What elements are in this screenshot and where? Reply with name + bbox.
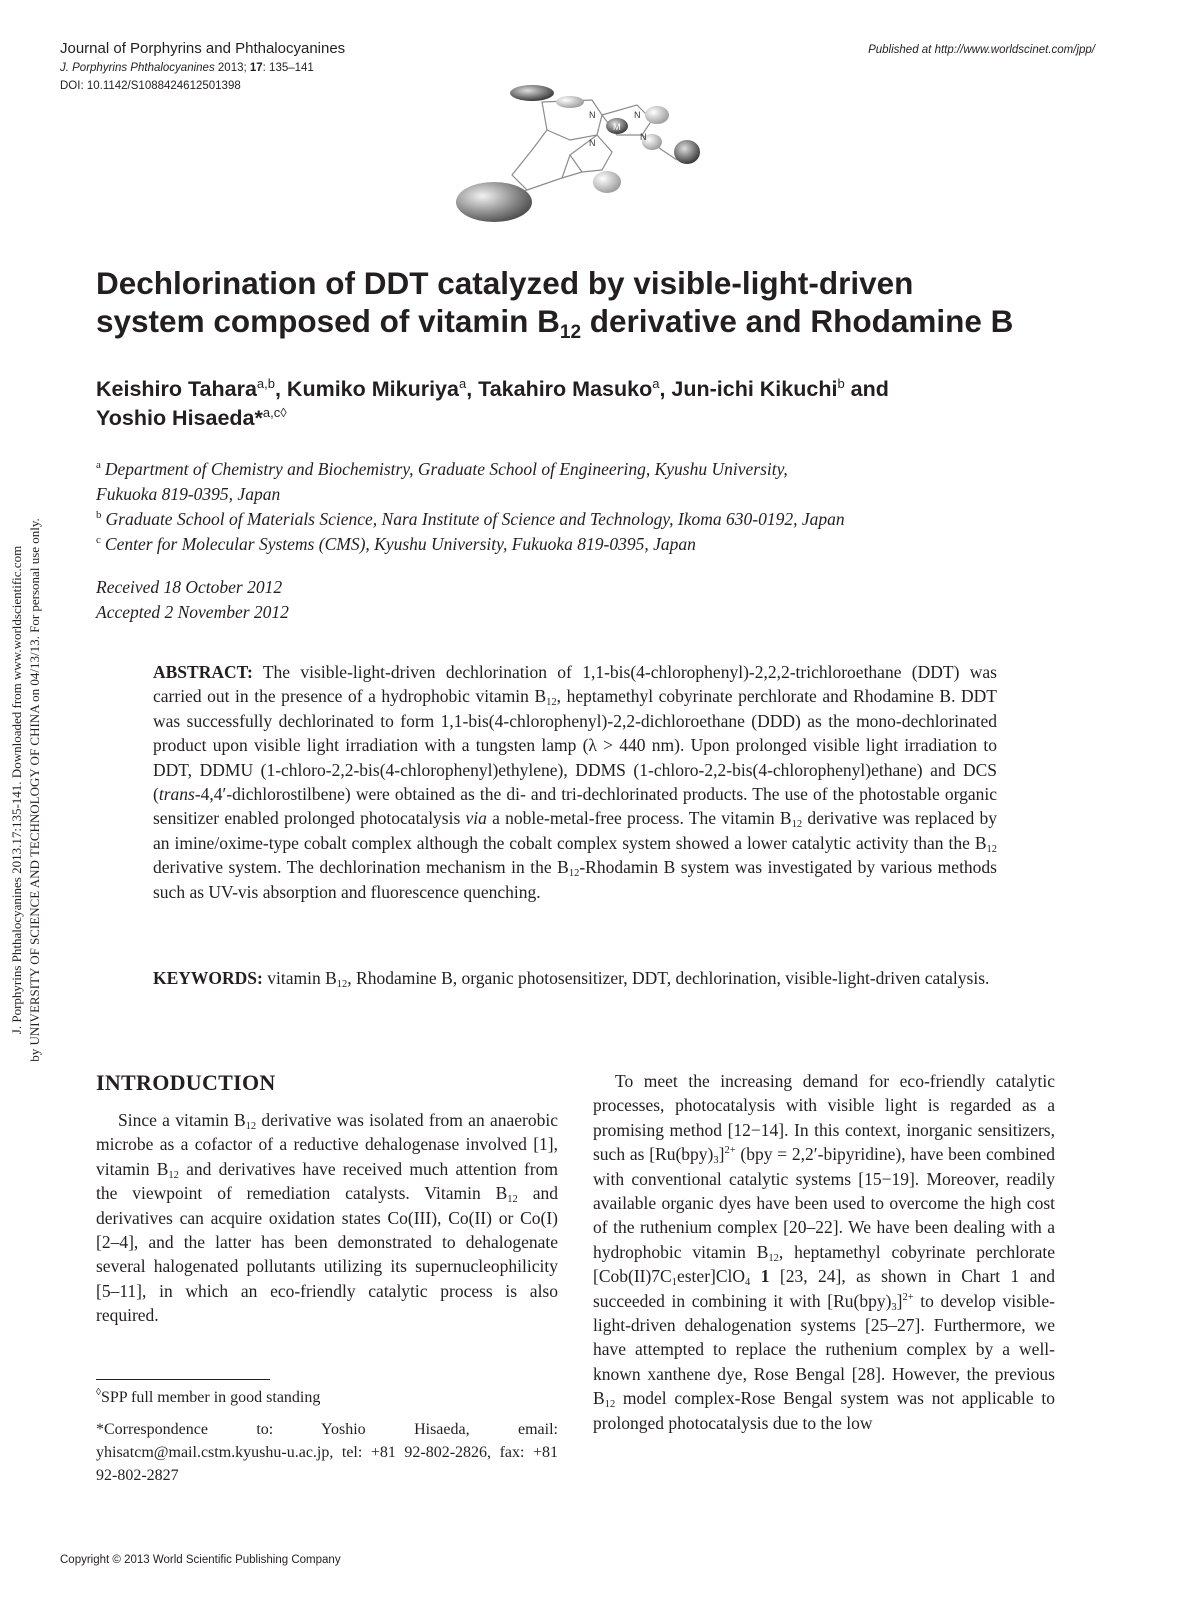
intro-paragraph-right xyxy=(593,1069,1055,1435)
abstract-text: , heptamethyl cobyrinate perchlorate and Rhodamine B. DDT was successfully dechlorinated to form 1,1-bis(4-chlorophenyl)-2,2-dichloroethane (DDD) as the mono-dechlorinated product upon visible light irradiation with a tungsten lamp (λ > 440 nm). Upon prolonged visible light irradiation to DDT, DDMU (1-chloro-2,2-bis(4-chlorophenyl)ethylene), DDMS (1-chloro-2,2-bis(4-chlorophenyl)ethane) and DCS ( xyxy=(153,686,997,805)
affil-marker: c xyxy=(96,534,101,546)
superscript: 2+ xyxy=(724,1145,736,1157)
copyright: Copyright © 2013 World Scientific Publishing Company xyxy=(60,1554,341,1566)
body-text: To meet the increasing demand for eco-friendly catalytic processes, photocatalysis with visible light is regarded as a promising method [12−14]. In this context, inorganic sensitizers, such as [Ru(bpy) xyxy=(593,1071,1055,1165)
body-text: , heptamethyl cobyrinate perchlorate [Cob(II)7C xyxy=(593,1241,1055,1287)
keywords xyxy=(153,966,997,990)
body-text: and derivatives can acquire oxidation states Co(III), Co(II) or Co(I) [2–4], and the latter has been demonstrated to dehalogenate several halogenated pollutants utilizing its supernucleophilicity [5–11], in which an eco-friendly catalytic process is also required. xyxy=(96,1183,558,1326)
subscript: 12 xyxy=(507,1194,518,1206)
subscript: 12 xyxy=(986,843,997,855)
affiliation-a xyxy=(96,457,1096,507)
author-affil: a,b xyxy=(256,376,275,391)
author-name: Keishiro Tahara xyxy=(96,377,257,401)
keywords-text: , Rhodamine B, organic photosensitizer, DDT, dechlorination, visible-light-driven catalysis. xyxy=(347,968,990,988)
author-name: , Jun-ichi Kikuchi xyxy=(659,377,838,401)
body-text: ] xyxy=(896,1290,903,1311)
keywords-label: KEYWORDS: xyxy=(153,968,263,988)
abstract-text: derivative system. The dechlorination mechanism in the B xyxy=(153,857,569,878)
affil-text: Center for Molecular Systems (CMS), Kyushu University, Fukuoka 819-0395, Japan xyxy=(104,534,696,554)
abstract-text: The visible-light-driven dechlorination of 1,1-bis(4-chlorophenyl)-2,2,2-trichloroethane (DDT) was carried out in the presence of a hydrophobic vitamin B xyxy=(153,662,997,707)
author-name: , Takahiro Masuko xyxy=(466,377,653,401)
superscript: 2+ xyxy=(902,1291,914,1303)
abstract-text: -Rhodamin B system was investigated by various methods such as UV-vis absorption and fluorescence quenching. xyxy=(153,857,997,902)
subscript: 12 xyxy=(168,1169,179,1181)
abstract-label: ABSTRACT: xyxy=(153,662,253,682)
abstract-text: a noble-metal-free process. The vitamin B xyxy=(486,808,792,829)
citation-volume: 17 xyxy=(249,62,263,74)
porphyrin-logo xyxy=(452,80,702,230)
journal-abbrev: J. Porphyrins Phthalocyanines xyxy=(60,62,215,74)
author-name: , Kumiko Mikuriya xyxy=(274,377,459,401)
journal-citation xyxy=(60,62,314,74)
title-subscript: 12 xyxy=(559,322,582,343)
author-affil: a xyxy=(458,376,467,391)
affil-text: Graduate School of Materials Science, Nara Institute of Science and Technology, Ikoma 630-0192, Japan xyxy=(105,509,845,529)
nitrogen-label-3: N xyxy=(640,132,647,142)
subscript: 12 xyxy=(568,868,580,880)
footnote-marker: ◊ xyxy=(96,1387,101,1398)
abstract-text: derivative was replaced by an imine/oxime-type cobalt complex although the cobalt complex system showed a lower catalytic activity than the B xyxy=(153,808,997,853)
citation-year: 2013; xyxy=(214,62,250,74)
subscript: 12 xyxy=(791,819,803,831)
doi: DOI: 10.1142/S1088424612501398 xyxy=(60,80,241,92)
body-text: and derivatives have received much attention from the viewpoint of remediation catalysts. Vitamin B xyxy=(96,1158,558,1204)
journal-name: Journal of Porphyrins and Phthalocyanines xyxy=(60,40,346,57)
footnote-divider xyxy=(96,1379,270,1380)
article-dates xyxy=(96,575,289,625)
affil-marker: b xyxy=(96,509,102,521)
title-line2: system composed of vitamin B xyxy=(96,303,560,339)
author-affil: a xyxy=(652,376,660,391)
abstract xyxy=(153,660,997,904)
title-line2-end: derivative and Rhodamine B xyxy=(581,303,1014,339)
subscript: 3 xyxy=(713,1155,719,1167)
metal-label: M xyxy=(613,122,621,132)
affil-text-cont: Fukuoka 819-0395, Japan xyxy=(96,484,281,504)
body-text: ] xyxy=(718,1144,725,1165)
affil-text: Department of Chemistry and Biochemistry, Graduate School of Engineering, Kyushu University, xyxy=(104,459,788,479)
side-download-note xyxy=(4,440,48,1140)
affil-marker: a xyxy=(96,459,101,471)
citation-pages: : 135–141 xyxy=(262,62,314,74)
subscript: 4 xyxy=(745,1277,751,1289)
subscript: 1 xyxy=(671,1277,677,1289)
subscript: 12 xyxy=(604,1399,616,1411)
subscript: 3 xyxy=(891,1301,897,1313)
author-affil: a,c◊ xyxy=(262,405,287,420)
side-note-line2: by UNIVERSITY OF SCIENCE AND TECHNOLOGY OF CHINA on 04/13/13. For personal use only. xyxy=(27,518,42,1062)
received-date: Received 18 October 2012 xyxy=(96,577,283,597)
affiliation-b xyxy=(96,507,1096,532)
compound-number: 1 xyxy=(750,1266,770,1287)
keywords-text: vitamin B xyxy=(262,968,337,988)
subscript: 12 xyxy=(245,1121,257,1132)
nitrogen-label-4: N xyxy=(589,138,596,148)
accepted-date: Accepted 2 November 2012 xyxy=(96,602,289,622)
footnote-spp xyxy=(96,1386,558,1409)
footnote-text: SPP full member in good standing xyxy=(100,1389,321,1406)
author-list xyxy=(96,375,1096,433)
body-text: derivative was isolated from an anaerobic microbe as a cofactor of a reductive dehalogenase involved [1], vitamin B xyxy=(96,1110,558,1179)
published-url[interactable]: Published at http://www.worldscinet.com/jpp/ xyxy=(868,44,1095,56)
abstract-italic: via xyxy=(465,808,487,829)
subscript: 12 xyxy=(336,979,348,990)
intro-paragraph-left xyxy=(96,1108,558,1328)
nitrogen-label-2: N xyxy=(634,110,641,120)
body-text: model complex-Rose Bengal system was not applicable to prolonged photocatalysis due to the low xyxy=(593,1388,1055,1433)
author-and: and xyxy=(844,377,889,401)
body-text: Since a vitamin B xyxy=(118,1110,246,1130)
affiliation-c xyxy=(96,532,1096,557)
title-line1: Dechlorination of DDT catalyzed by visible-light-driven xyxy=(96,265,914,301)
footnote-correspondence: *Correspondence to: Yoshio Hisaeda, email: yhisatcm@mail.cstm.kyushu-u.ac.jp, tel: +81 92-802-2826, fax: +81 92-802-2827 xyxy=(96,1421,558,1484)
section-heading-introduction: INTRODUCTION xyxy=(96,1070,276,1095)
body-text: to develop visible-light-driven dehalogenation systems [25–27]. Furthermore, we have attempted to replace the ruthenium complex by a well-known xanthene dye, Rose Bengal [28]. However, the previous B xyxy=(593,1290,1055,1409)
author-affil: b xyxy=(837,376,845,391)
body-text: ester]ClO xyxy=(676,1266,746,1287)
author-name: Yoshio Hisaeda* xyxy=(96,406,263,430)
body-text: (bpy = 2,2′-bipyridine), have been combined with conventional catalytic systems [15−19]. Moreover, readily available organic dyes have been used to overcome the high cost of the ruthenium complex [20–22]. We have been dealing with a hydrophobic vitamin B xyxy=(593,1144,1055,1262)
subscript: 12 xyxy=(546,697,557,709)
article-title xyxy=(96,264,1096,343)
affiliations xyxy=(96,457,1096,557)
abstract-italic: trans xyxy=(158,784,195,805)
nitrogen-label-1: N xyxy=(589,110,596,120)
body-text: [23, 24], as shown in Chart 1 and succeeded in combining it with [Ru(bpy) xyxy=(593,1266,1055,1311)
abstract-text: -4,4′-dichlorostilbene) were obtained as the di- and tri-dechlorinated products. The use of the photostable organic sensitizer enabled prolonged photocatalysis xyxy=(153,784,997,829)
subscript: 12 xyxy=(768,1252,779,1264)
side-note-line1: J. Porphyrins Phthalocyanines 2013.17:135-141. Downloaded from www.worldscientific.com xyxy=(9,545,24,1035)
